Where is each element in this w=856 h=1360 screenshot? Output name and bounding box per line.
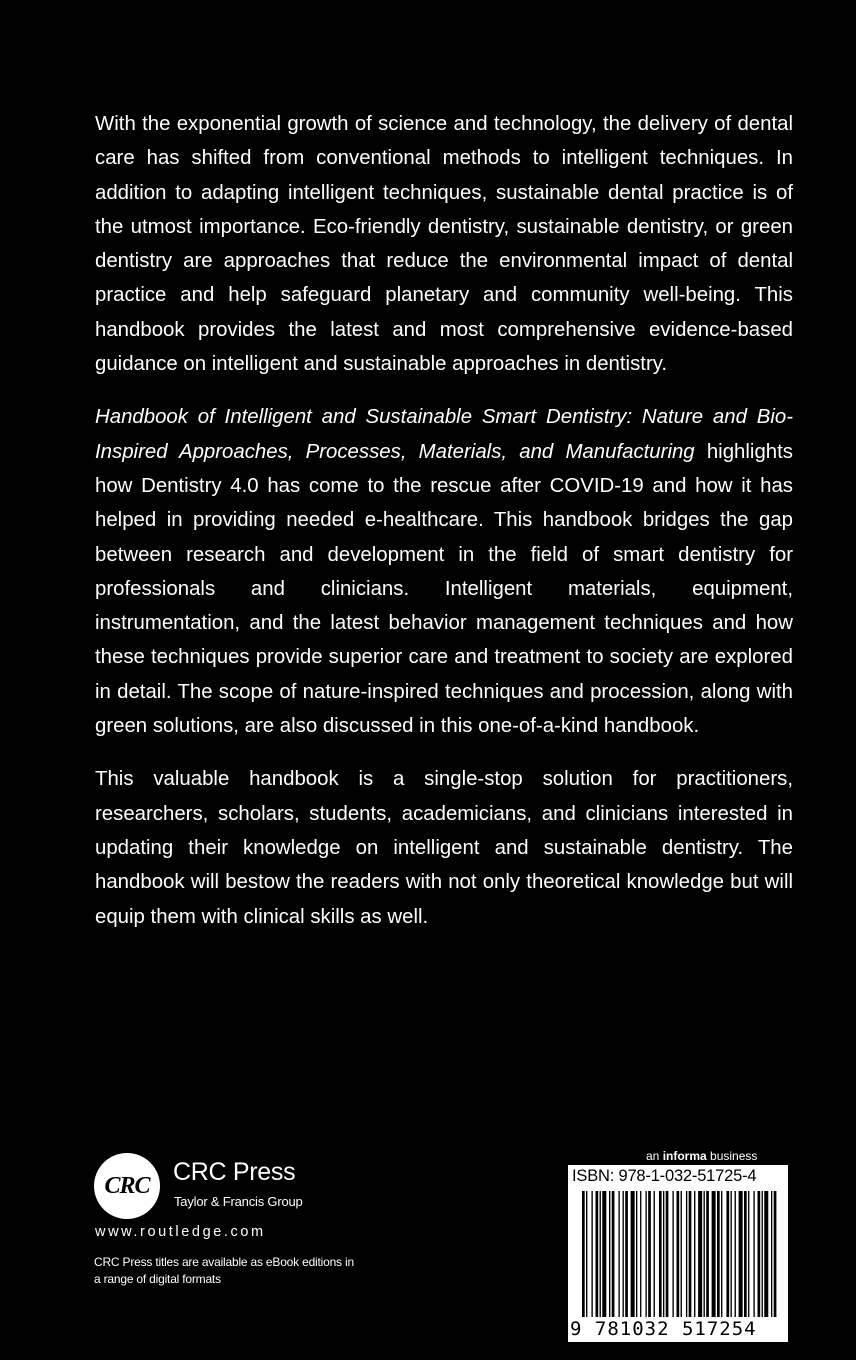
barcode-bar [600, 1191, 601, 1317]
barcode-bar [666, 1191, 669, 1317]
barcode-bar [648, 1191, 651, 1317]
ebook-note: CRC Press titles are available as eBook editions in a range of digital formats [94, 1255, 354, 1286]
barcode-bar [582, 1191, 585, 1317]
barcode-bar [631, 1191, 635, 1317]
barcode-bar [762, 1191, 763, 1317]
barcode-bar [586, 1191, 587, 1317]
publisher-name: CRC Press [173, 1158, 296, 1186]
barcode-bar [774, 1191, 777, 1317]
informa-suffix: business [706, 1149, 758, 1163]
barcode-bar [618, 1191, 619, 1317]
isbn-text: ISBN: 978-1-032-51725-4 [572, 1167, 757, 1185]
book-title-italic: Handbook of Intelligent and Sustainable Smart Dentistry: Nature and Bio-Inspired Approaches, Processes, Materials, and Manufacturing [95, 406, 793, 463]
barcode-bar [758, 1191, 761, 1317]
barcode-bar [591, 1191, 592, 1317]
barcode-bar [659, 1191, 662, 1317]
back-cover-blurb [95, 107, 793, 953]
informa-bold: informa [662, 1149, 707, 1163]
barcode-bar [694, 1191, 695, 1317]
informa-tagline [646, 1149, 786, 1163]
barcode-bar [623, 1191, 624, 1317]
barcode-bar [654, 1191, 655, 1317]
barcode-bar [640, 1191, 641, 1317]
informa-prefix: an [646, 1149, 663, 1163]
barcode-bar [625, 1191, 628, 1317]
barcode-bar [753, 1191, 754, 1317]
barcode-bar [672, 1191, 673, 1317]
barcode-bar [712, 1191, 716, 1317]
crc-logo-icon [94, 1153, 160, 1219]
barcode-bar [612, 1191, 615, 1317]
crc-logo-text: CRC [104, 1172, 150, 1199]
blurb-paragraph-2-body: highlights how Dentistry 4.0 has come to the rescue after COVID-19 and how it has helped in providing needed e-healthcare. This handbook bridges the gap between research and development in the field of smart dentistry for professionals and clinicians. Intelligent materials, equipment, instrumentation, and the latest behavior management techniques and how these techniques provide superior care and treatment to society are explored in detail. The scope of nature-inspired techniques and procession, along with green solutions, are also discussed in this one-of-a-kind handbook. [95, 440, 793, 738]
barcode-bar [706, 1191, 709, 1317]
barcode-bar [636, 1191, 637, 1317]
barcode-bars-icon [568, 1165, 788, 1342]
barcode-bar [645, 1191, 646, 1317]
barcode-bar [689, 1191, 692, 1317]
barcode-bar [609, 1191, 610, 1317]
blurb-paragraph-1: With the exponential growth of science and technology, the delivery of dental care has shifted from conventional methods to intelligent techniques. In addition to adapting intelligent techniques, sustainable dental practice is of the utmost importance. Eco-friendly dentistry, sustainable dentistry, or green dentistry are approaches that reduce the environmental impact of dental practice and help safeguard planetary and community well-being. This handbook provides the latest and most comprehensive evidence-based guidance on intelligent and sustainable approaches in dentistry. [95, 113, 793, 376]
barcode-bar [771, 1191, 772, 1317]
barcode-bar [764, 1191, 768, 1317]
barcode-bar [717, 1191, 720, 1317]
blurb-paragraph-2 [95, 400, 793, 743]
barcode-bar [726, 1191, 729, 1317]
barcode-bar [677, 1191, 680, 1317]
barcode-bar [686, 1191, 687, 1317]
barcode-digits: 9 781032 517254 [570, 1318, 757, 1340]
publisher-website: www.routledge.com [95, 1224, 266, 1240]
barcode-bar [735, 1191, 736, 1317]
blurb-paragraph-3: This valuable handbook is a single-stop solution for practitioners, researchers, scholars, students, academicians, and clinicians interested in updating their knowledge on intelligent and sustainable dentistry. The handbook will bestow the readers with not only theoretical knowledge but will equip them with clinical skills as well. [95, 768, 793, 928]
publisher-group: Taylor & Francis Group [174, 1194, 303, 1209]
isbn-barcode [568, 1165, 788, 1342]
barcode-bar [731, 1191, 732, 1317]
barcode-bar [704, 1191, 705, 1317]
barcode-bar [698, 1191, 702, 1317]
barcode-bar [602, 1191, 606, 1317]
barcode-bar [721, 1191, 722, 1317]
barcode-bar [739, 1191, 743, 1317]
barcode-bar [596, 1191, 599, 1317]
barcode-bar [748, 1191, 749, 1317]
barcode-bar [681, 1191, 682, 1317]
barcode-bar [744, 1191, 747, 1317]
barcode-bar [663, 1191, 664, 1317]
